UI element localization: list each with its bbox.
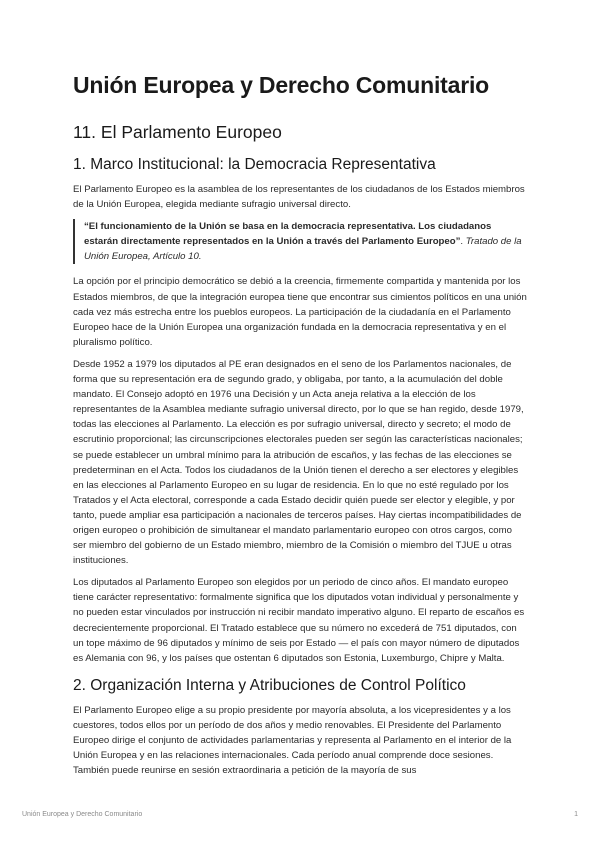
document-title: Unión Europea y Derecho Comunitario — [73, 72, 489, 98]
section-1-paragraph-2: La opción por el principio democrático se debió a la creencia, firmemente compartida y mantenida por los Estados miembros, de que la integración europea tiene que encontrar sus cimientos políticos en una unión cada vez más estrecha entre los pueblos europeos. La participación de la ciudadanía en el Parlamento Europeo hace de la Unión Europea una organización fundada en la democracia representativa y en el pluralismo político. — [73, 276, 527, 348]
page-number: 1 — [574, 811, 578, 818]
footer-title: Unión Europea y Derecho Comunitario — [22, 811, 143, 818]
section-1-paragraph-4: Los diputados al Parlamento Europeo son elegidos por un periodo de cinco años. El mandato europeo tiene carácter representativo: formalmente significa que los diputados votan individual y personalmente y no pueden estar vinculados por instrucción ni recibir mandato imperativo alguno. El reparto de escaños es decrecientemente proporcional. El Tratado establece que su número no excederá de 751 diputados, con un tope máximo de 96 diputados y mínimo de seis por Estado — el país con mayor número de diputados es Alemania con 96, y los países que ostentan 6 diputados son Estonia, Luxemburgo, Chipre y Malta. — [73, 577, 525, 664]
section-1-paragraph-3: Desde 1952 a 1979 los diputados al PE eran designados en el seno de los Parlamentos nacionales, de forma que su representación era de segundo grado, y obligaba, por tanto, a la acumulación del doble mandato. El Consejo adoptó en 1976 una Decisión y un Acta aneja relativa a la elección de los representantes de la Asamblea mediante sufragio universal directo, por lo que se han regido, desde 1979, todas las elecciones al Parlamento. La elección es por sufragio universal, directo y secreto; el modo de escrutinio proporcional; las circunscripciones electorales pueden ser según las características nacionales; se puede establecer un umbral mínimo para la atribución de escaños, y las fechas de las elecciones se predeterminan en el Acta. Todos los ciudadanos de la Unión tienen el derecho a ser electores y elegibles en las elecciones al Parlamento Europeo en su lugar de residencia. En lo que no esté regulado por los Tratados y el Acta electoral, corresponde a cada Estado decidir quién puede ser elector y elegible, y por tanto, puede ampliar esa participación a nacionales de terceros países. Hay ciertas incompatibilidades de origen europeo o prohibición de simultanear el mandato parlamentario europeo con otros cargos, como ser miembro del gobierno de un Estado miembro, miembro de la Comisión o miembro del TJUE u otras instituciones. — [73, 358, 524, 567]
section-1-heading: 1. Marco Institucional: la Democracia Representativa — [73, 156, 436, 173]
quote-text: “El funcionamiento de la Unión se basa en la democracia representativa. Los ciudadanos estarán directamente representados en la Unión a través del Parlamento Europeo” — [84, 221, 492, 248]
section-2-paragraph-1: El Parlamento Europeo elige a su propio presidente por mayoría absoluta, a los vicepresidentes y a los cuestores, todos ellos por un período de dos años y medio renovables. El Presidente del Parlamento Europeo dirige el conjunto de actividades parlamentarias y representa al Parlamento en el interior de la Unión Europea y en las relaciones internacionales. Cada período anual comprende doce sesiones. También puede reunirse en sesión extraordinaria a petición de la mayoría de sus — [73, 704, 512, 777]
section-1-paragraph-1: El Parlamento Europeo es la asamblea de los representantes de los ciudadanos de los Estados miembros de la Unión Europea, elegida mediante sufragio universal directo. — [73, 184, 525, 211]
page-footer — [22, 811, 578, 818]
quote-citation: Tratado de la Unión Europea, Artículo 10. — [84, 236, 522, 263]
treaty-quote: “El funcionamiento de la Unión se basa en la democracia representativa. Los ciudadanos estarán directamente representados en la Unión a través del Parlamento Europeo”. Tratado de la Unión Europea, Artículo 10. — [73, 219, 527, 264]
document-page — [73, 70, 527, 785]
chapter-heading: 11. El Parlamento Europeo — [73, 122, 282, 142]
section-2-heading: 2. Organización Interna y Atribuciones de Control Político — [73, 676, 466, 694]
